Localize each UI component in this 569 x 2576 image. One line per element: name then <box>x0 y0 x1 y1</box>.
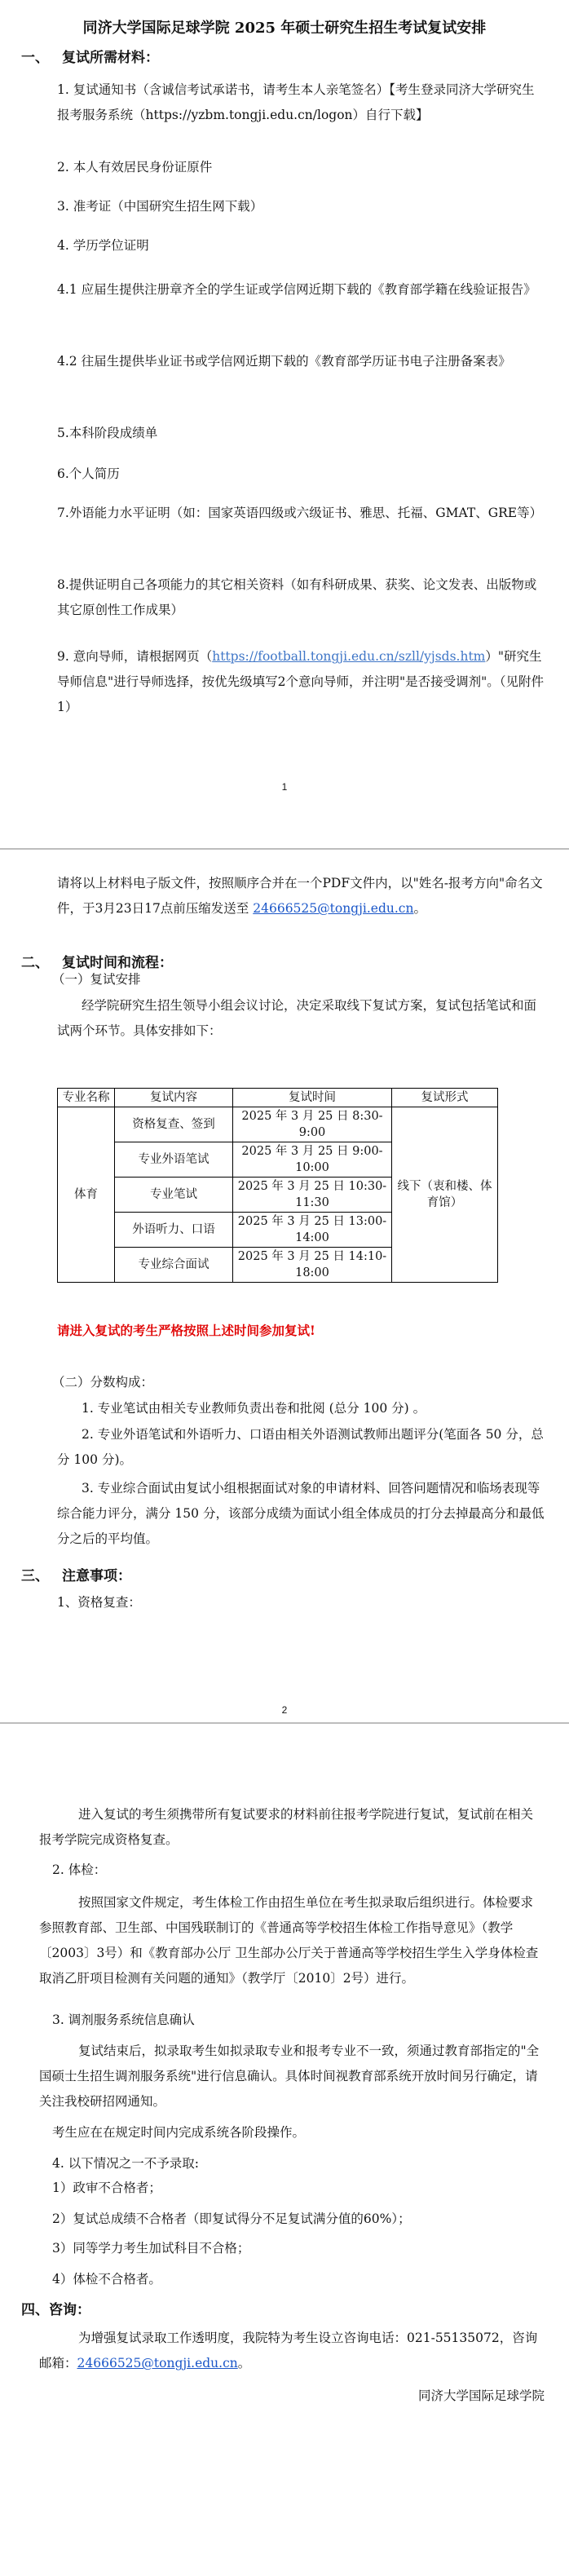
material-5: 5.本科阶段成绩单 <box>57 426 158 440</box>
page-1 <box>0 0 569 856</box>
form-cell: 线下（衷和楼、体育馆） <box>392 1107 498 1283</box>
advisor-info-link[interactable]: https://football.tongji.edu.cn/szll/yjsds.htm <box>212 649 486 664</box>
section-title: 复试所需材料： <box>62 50 159 66</box>
review-subheading-1: （一）复试安排 <box>52 972 141 987</box>
material-1: 1. 复试通知书（含诚信考试承诺书，请考生本人亲笔签名）【考生登录同济大学研究生报考服务系统（https://yzbm.tongji.edu.cn/logon）自行下载】 <box>57 82 535 122</box>
page-number-1: 1 <box>281 781 288 793</box>
material-4: 4. 学历学位证明 <box>57 238 149 253</box>
time-cell: 2025 年 3 月 25 日 9:00-10:00 <box>233 1142 392 1178</box>
document-title: 同济大学国际足球学院 2025 年硕士研究生招生考试复试安排 <box>82 20 487 37</box>
section-number: 一、 <box>21 50 49 66</box>
note-4-title: 4. 以下情况之一不予录取: <box>52 2156 199 2171</box>
note-3-body-2: 考生应在在规定时间内完成系统各阶段操作。 <box>52 2125 306 2140</box>
signature: 同济大学国际足球学院 <box>417 2388 545 2403</box>
submit-text-end: 。 <box>413 901 426 916</box>
material-3: 3. 准考证（中国研究生招生网下载） <box>57 199 263 214</box>
content-cell: 资格复查、签到 <box>115 1107 233 1142</box>
material-9-text-2: ）"研究生导师信息"进行导师选择，按优先级填写2个意向导师，并注明"是否接受调剂"。（见附件1） <box>57 649 545 714</box>
consult-text-end: 。 <box>237 2356 251 2371</box>
section-3-heading <box>21 1564 131 1584</box>
material-4-2: 4.2 往届生提供毕业证书或学信网近期下载的《教育部学历证书电子注册备案表》 <box>57 354 511 369</box>
schedule-table <box>57 1088 498 1283</box>
score-item-2: 2. 专业外语笔试和外语听力、口语由相关外语测试教师出题评分(笔面各 50 分，总分 100 分)。 <box>57 1427 544 1467</box>
review-subheading-2: （二）分数构成： <box>52 1375 154 1390</box>
submit-email-link[interactable]: 24666525@tongji.edu.cn <box>253 901 414 916</box>
table-header: 复试内容 <box>115 1089 233 1107</box>
content-cell: 专业外语笔试 <box>115 1142 233 1178</box>
page-number-2: 2 <box>281 1704 288 1716</box>
time-cell: 2025 年 3 月 25 日 14:10-18:00 <box>233 1248 392 1283</box>
page-separator <box>0 848 569 850</box>
material-7: 7.外语能力水平证明（如：国家英语四级或六级证书、雅思、托福、GMAT、GRE等） <box>57 506 543 520</box>
material-4-1: 4.1 应届生提供注册章齐全的学生证或学信网近期下载的《教育部学籍在线验证报告》 <box>57 282 536 297</box>
time-cell: 2025 年 3 月 25 日 8:30-9:00 <box>233 1107 392 1142</box>
reject-item-4: 4）体检不合格者。 <box>52 2272 161 2287</box>
material-6: 6.个人简历 <box>57 466 120 481</box>
page-3 <box>0 1735 569 2576</box>
consult-email-link[interactable]: 24666525@tongji.edu.cn <box>77 2356 238 2371</box>
note-1-body: 进入复试的考生须携带所有复试要求的材料前往报考学院进行复试，复试前在相关报考学院完成资格复查。 <box>39 1807 534 1847</box>
section-1-heading <box>21 46 159 66</box>
attendance-warning: 请进入复试的考生严格按照上述时间参加复试! <box>57 1323 315 1338</box>
page-2 <box>0 871 569 1719</box>
content-cell: 专业笔试 <box>115 1178 233 1213</box>
note-2-body: 按照国家文件规定，考生体检工作由招生单位在考生拟录取后组织进行。体检要求参照教育部、卫生部、中国残联制订的《普通高等学校招生体检工作指导意见》（教学〔2003〕3号）和《教育部办公厅 卫生部办公厅关于普通高等学校招生学生入学身体检查取消乙肝项目检测有关问题的通知》（教学厅〔2010〕2号）进行。 <box>39 1895 539 1986</box>
section-title: 复试时间和流程： <box>62 955 173 971</box>
section-number: 三、 <box>21 1568 49 1584</box>
note-1-title: 1、资格复查： <box>57 1595 141 1610</box>
content-cell: 外语听力、口语 <box>115 1213 233 1248</box>
review-description: 经学院研究生招生领导小组会议讨论，决定采取线下复试方案，复试包括笔试和面试两个环节。具体安排如下： <box>57 998 537 1038</box>
reject-item-1: 1）政审不合格者； <box>52 2181 161 2195</box>
section-title: 注意事项： <box>62 1568 131 1584</box>
time-cell: 2025 年 3 月 25 日 10:30-11:30 <box>233 1178 392 1213</box>
section-4-heading: 四、咨询： <box>21 2302 90 2318</box>
major-cell: 体育 <box>58 1107 115 1283</box>
table-header: 复试形式 <box>392 1089 498 1107</box>
reject-item-3: 3）同等学力考生加试科目不合格； <box>52 2241 250 2256</box>
score-item-1: 1. 专业笔试由相关专业教师负责出卷和批阅 (总分 100 分) 。 <box>82 1401 426 1416</box>
page-separator <box>0 1722 569 1724</box>
submit-instruction <box>57 871 546 921</box>
note-3-title: 3. 调剂服务系统信息确认 <box>52 2013 195 2027</box>
material-9 <box>57 644 546 720</box>
table-header-row <box>58 1089 498 1107</box>
note-3-body: 复试结束后，拟录取考生如拟录取专业和报考专业不一致，须通过教育部指定的"全国硕士生招生调剂服务系统"进行信息确认。具体时间视教育部系统开放时间另行确定，请关注我校研招网通知。 <box>39 2044 540 2109</box>
submit-text: 请将以上材料电子版文件，按照顺序合并在一个PDF文件内，以"姓名-报考方向"命名文件，于3月23日17点前压缩发送至 <box>57 876 543 916</box>
section-number: 二、 <box>21 955 49 971</box>
material-9-text: 9. 意向导师，请根据网页（ <box>57 649 213 664</box>
reject-item-2: 2）复试总成绩不合格者（即复试得分不足复试满分值的60%）； <box>52 2211 411 2226</box>
score-item-3: 3. 专业综合面试由复试小组根据面试对象的申请材料、回答问题情况和临场表现等综合能力评分，满分 150 分，该部分成绩为面试小组全体成员的打分去掉最高分和最低分之后的平均值。 <box>57 1481 545 1546</box>
material-8: 8.提供证明自己各项能力的其它相关资料（如有科研成果、获奖、论文发表、出版物或其它原创性工作成果） <box>57 577 537 617</box>
material-2: 2. 本人有效居民身份证原件 <box>57 160 213 175</box>
time-cell: 2025 年 3 月 25 日 13:00-14:00 <box>233 1213 392 1248</box>
table-header: 复试时间 <box>233 1089 392 1107</box>
note-2-title: 2. 体检： <box>52 1862 107 1877</box>
table-row <box>58 1107 498 1142</box>
consult-info <box>39 2326 545 2376</box>
content-cell: 专业综合面试 <box>115 1248 233 1283</box>
table-header: 专业名称 <box>58 1089 115 1107</box>
consult-text: 为增强复试录取工作透明度，我院特为考生设立咨询电话：021-55135072，咨询 邮箱： <box>39 2331 538 2371</box>
